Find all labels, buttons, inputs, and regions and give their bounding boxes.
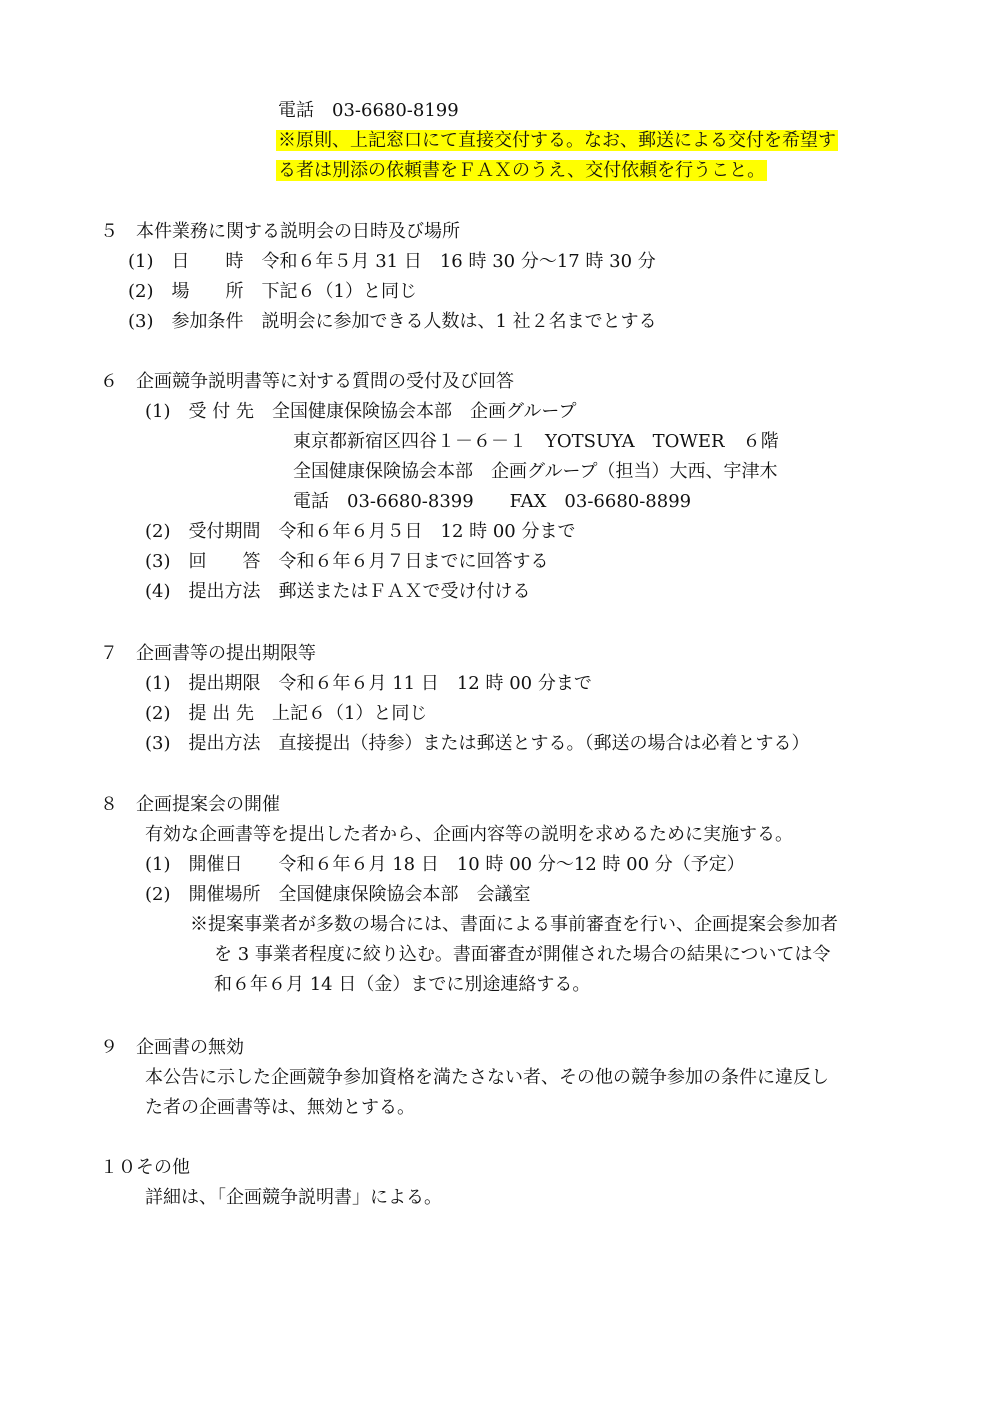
section-10-line1: 詳細は、「企画競争説明書」による。 [145, 1187, 442, 1208]
contact-phone: 電話 03-6680-8199 [278, 100, 459, 121]
section-7-item-1: (1) 提出期限 令和６年６月 11 日 12 時 00 分まで [145, 673, 592, 694]
section-9-line2: た者の企画書等は、無効とする。 [145, 1097, 415, 1118]
section-8-note-line2: を 3 事業者程度に絞り込む。書面審査が開催された場合の結果については令 [214, 944, 831, 965]
section-7-item-2: (2) 提 出 先 上記６（1）と同じ [145, 703, 428, 724]
section-5-item-3: (3) 参加条件 説明会に参加できる人数は、1 社２名までとする [128, 311, 657, 332]
section-7-item-3: (3) 提出方法 直接提出（持参）または郵送とする。（郵送の場合は必着とする） [145, 733, 810, 754]
section-8-note-line1: ※提案事業者が多数の場合には、書面による事前審査を行い、企画提案会参加者 [190, 914, 838, 935]
highlight: ※原則、上記窓口にて直接交付する。なお、郵送による交付を希望す [278, 130, 836, 151]
section-9-line1: 本公告に示した企画競争参加資格を満たさない者、その他の競争参加の条件に違反し [145, 1067, 829, 1088]
section-8-item-2: (2) 開催場所 全国健康保険協会本部 会議室 [145, 884, 531, 905]
delivery-note-line2 [276, 157, 767, 185]
section-8-intro: 有効な企画書等を提出した者から、企画内容等の説明を求めるために実施する。 [145, 824, 793, 845]
section-6-item-1-address: 東京都新宿区四谷１－６－１ YOTSUYA TOWER ６階 [293, 431, 779, 452]
section-5-item-1: (1) 日 時 令和６年５月 31 日 16 時 30 分～17 時 30 分 [128, 251, 656, 272]
section-5-item-2: (2) 場 所 下記６（1）と同じ [128, 281, 417, 302]
section-6-heading: ６ 企画競争説明書等に対する質問の受付及び回答 [100, 371, 514, 392]
section-10-heading: １０その他 [100, 1157, 190, 1178]
section-6-item-2: (2) 受付期間 令和６年６月５日 12 時 00 分まで [145, 521, 576, 542]
section-6-item-1-contact: 全国健康保険協会本部 企画グループ（担当）大西、宇津木 [293, 461, 778, 482]
section-6-item-1: (1) 受 付 先 全国健康保険協会本部 企画グループ [145, 401, 577, 422]
section-6-item-1-tel: 電話 03-6680-8399 FAX 03-6680-8899 [293, 491, 692, 512]
highlight: る者は別添の依頼書をＦＡＸのうえ、交付依頼を行うこと。 [278, 160, 766, 181]
section-9-heading: ９ 企画書の無効 [100, 1037, 244, 1058]
section-8-item-1: (1) 開催日 令和６年６月 18 日 10 時 00 分～12 時 00 分（予定） [145, 854, 745, 875]
section-6-item-4: (4) 提出方法 郵送またはＦＡＸで受け付ける [145, 581, 531, 602]
section-7-heading: ７ 企画書等の提出期限等 [100, 643, 316, 664]
section-8-heading: ８ 企画提案会の開催 [100, 794, 280, 815]
delivery-note-line1 [276, 127, 838, 155]
section-5-heading: ５ 本件業務に関する説明会の日時及び場所 [100, 221, 460, 242]
section-6-item-3: (3) 回 答 令和６年６月７日までに回答する [145, 551, 549, 572]
section-8-note-line3: 和６年６月 14 日（金）までに別途連絡する。 [214, 974, 591, 995]
